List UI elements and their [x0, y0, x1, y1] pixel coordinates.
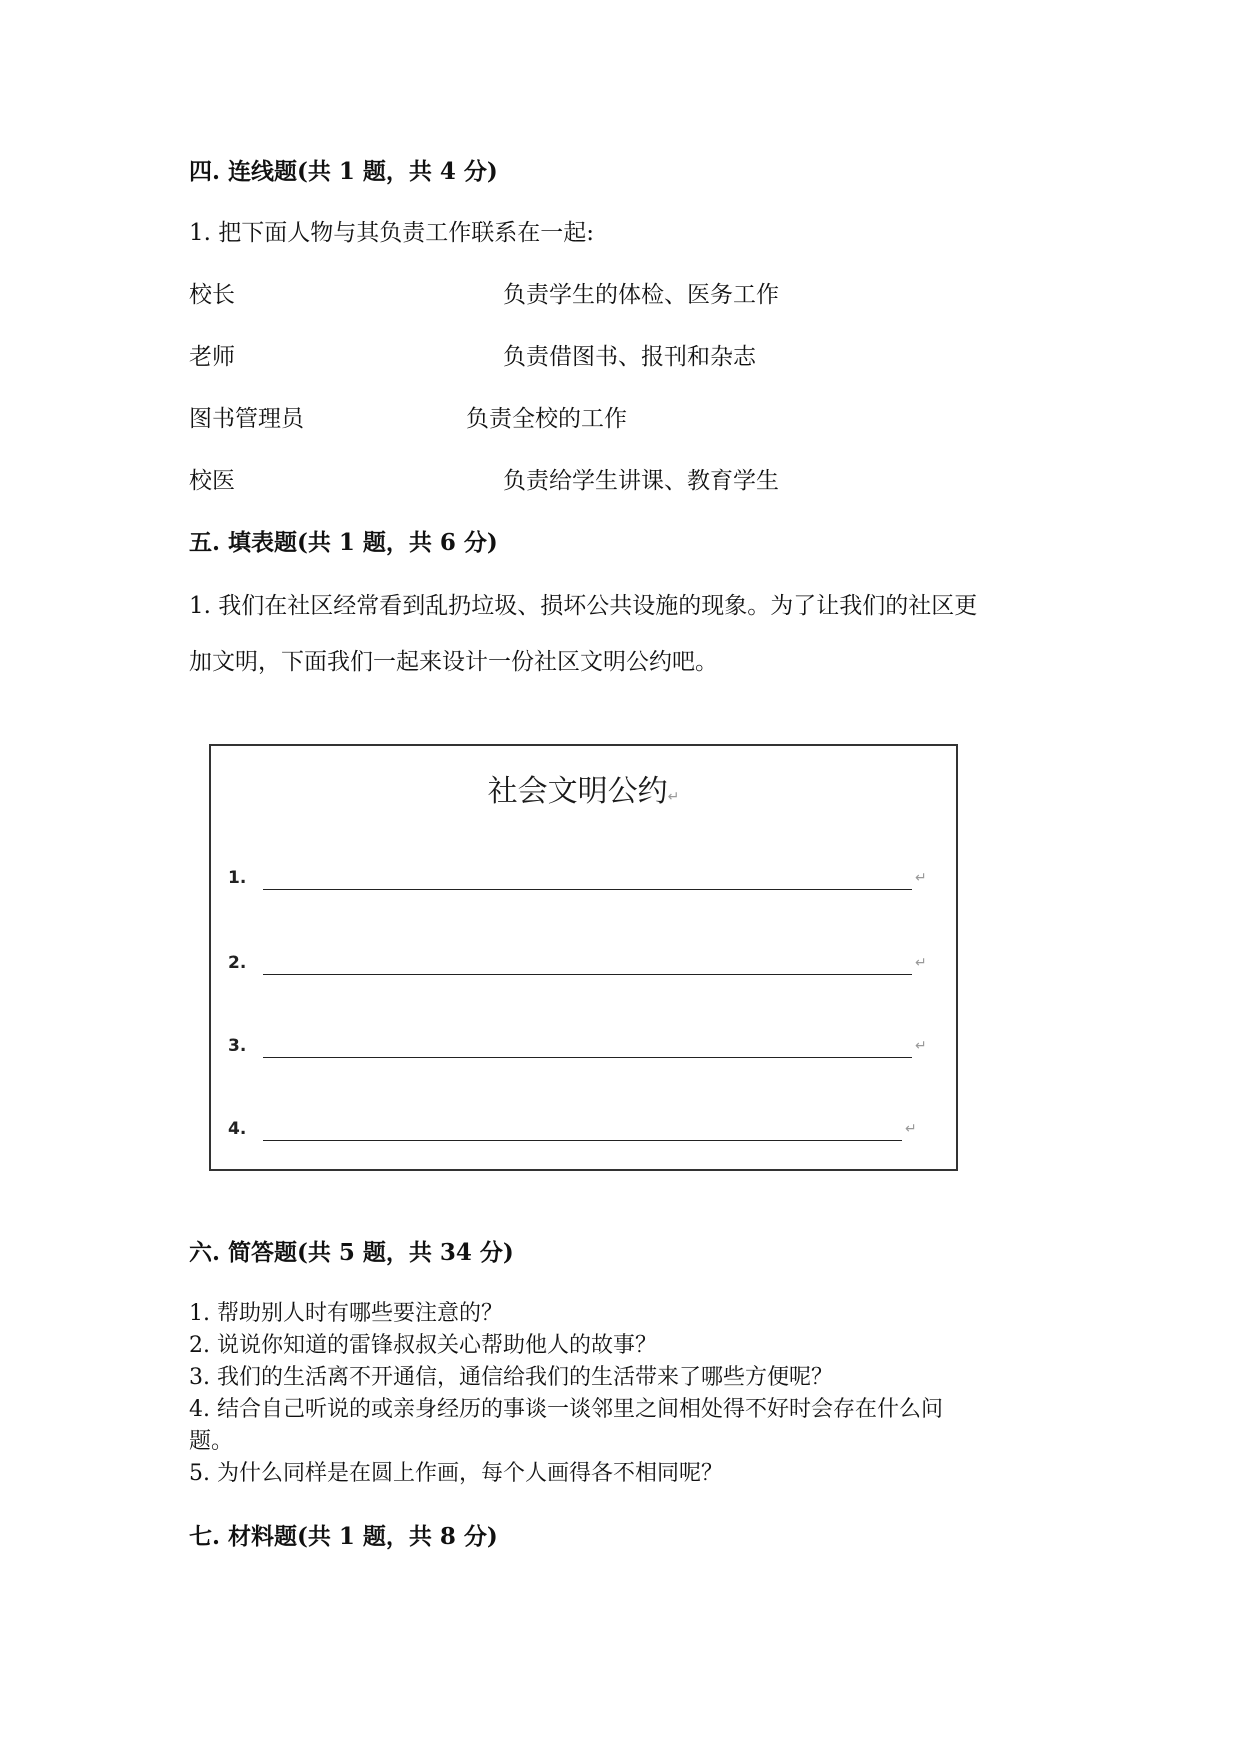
return-mark-2: ↵ [915, 955, 927, 971]
section7-heading: 七. 材料题(共 1 题，共 8 分) [189, 1523, 498, 1550]
section6-question-4-continued: 题。 [189, 1429, 234, 1454]
form-blank-line-4[interactable] [263, 1140, 902, 1141]
form-item-number-1: 1. [228, 868, 247, 888]
duty-whole-school: 负责全校的工作 [466, 406, 627, 432]
form-item-number-4: 4. [228, 1119, 247, 1139]
form-blank-line-1[interactable] [263, 889, 912, 890]
section6-question-4: 4. 结合自己听说的或亲身经历的事谈一谈邻里之间相处得不好时会存在什么问 [189, 1397, 943, 1422]
form-title: 社会文明公约↵ [487, 774, 680, 809]
form-item-number-2: 2. [228, 953, 247, 973]
section6-question-5: 5. 为什么同样是在圆上作画，每个人画得各不相同呢？ [189, 1461, 723, 1486]
form-blank-line-3[interactable] [263, 1057, 912, 1058]
section5-heading: 五. 填表题(共 1 题，共 6 分) [189, 529, 498, 556]
section4-heading: 四. 连线题(共 1 题，共 4 分) [189, 158, 498, 185]
form-blank-line-2[interactable] [263, 974, 912, 975]
duty-library: 负责借图书、报刊和杂志 [503, 344, 756, 370]
form-item-number-3: 3. [228, 1036, 247, 1056]
person-principal: 校长 [189, 282, 235, 308]
section5-question-line2: 加文明，下面我们一起来设计一份社区文明公约吧。 [189, 649, 718, 675]
section4-question: 1. 把下面人物与其负责工作联系在一起: [189, 220, 595, 246]
section6-question-3: 3. 我们的生活离不开通信，通信给我们的生活带来了哪些方便呢？ [189, 1365, 833, 1390]
person-teacher: 老师 [189, 344, 235, 370]
duty-teaching: 负责给学生讲课、教育学生 [503, 468, 779, 494]
section6-question-2: 2. 说说你知道的雷锋叔叔关心帮助他人的故事？ [189, 1333, 657, 1358]
return-mark-4: ↵ [905, 1121, 917, 1137]
section6-question-1: 1. 帮助别人时有哪些要注意的？ [189, 1301, 503, 1326]
civility-pledge-form [209, 744, 958, 1171]
return-mark-3: ↵ [915, 1038, 927, 1054]
section5-question-line1: 1. 我们在社区经常看到乱扔垃圾、损坏公共设施的现象。为了让我们的社区更 [189, 593, 978, 619]
person-school-doctor: 校医 [189, 468, 235, 494]
return-mark-1: ↵ [915, 870, 927, 886]
section6-heading: 六. 简答题(共 5 题，共 34 分) [189, 1239, 514, 1266]
person-librarian: 图书管理员 [189, 406, 304, 432]
duty-medical: 负责学生的体检、医务工作 [503, 282, 779, 308]
